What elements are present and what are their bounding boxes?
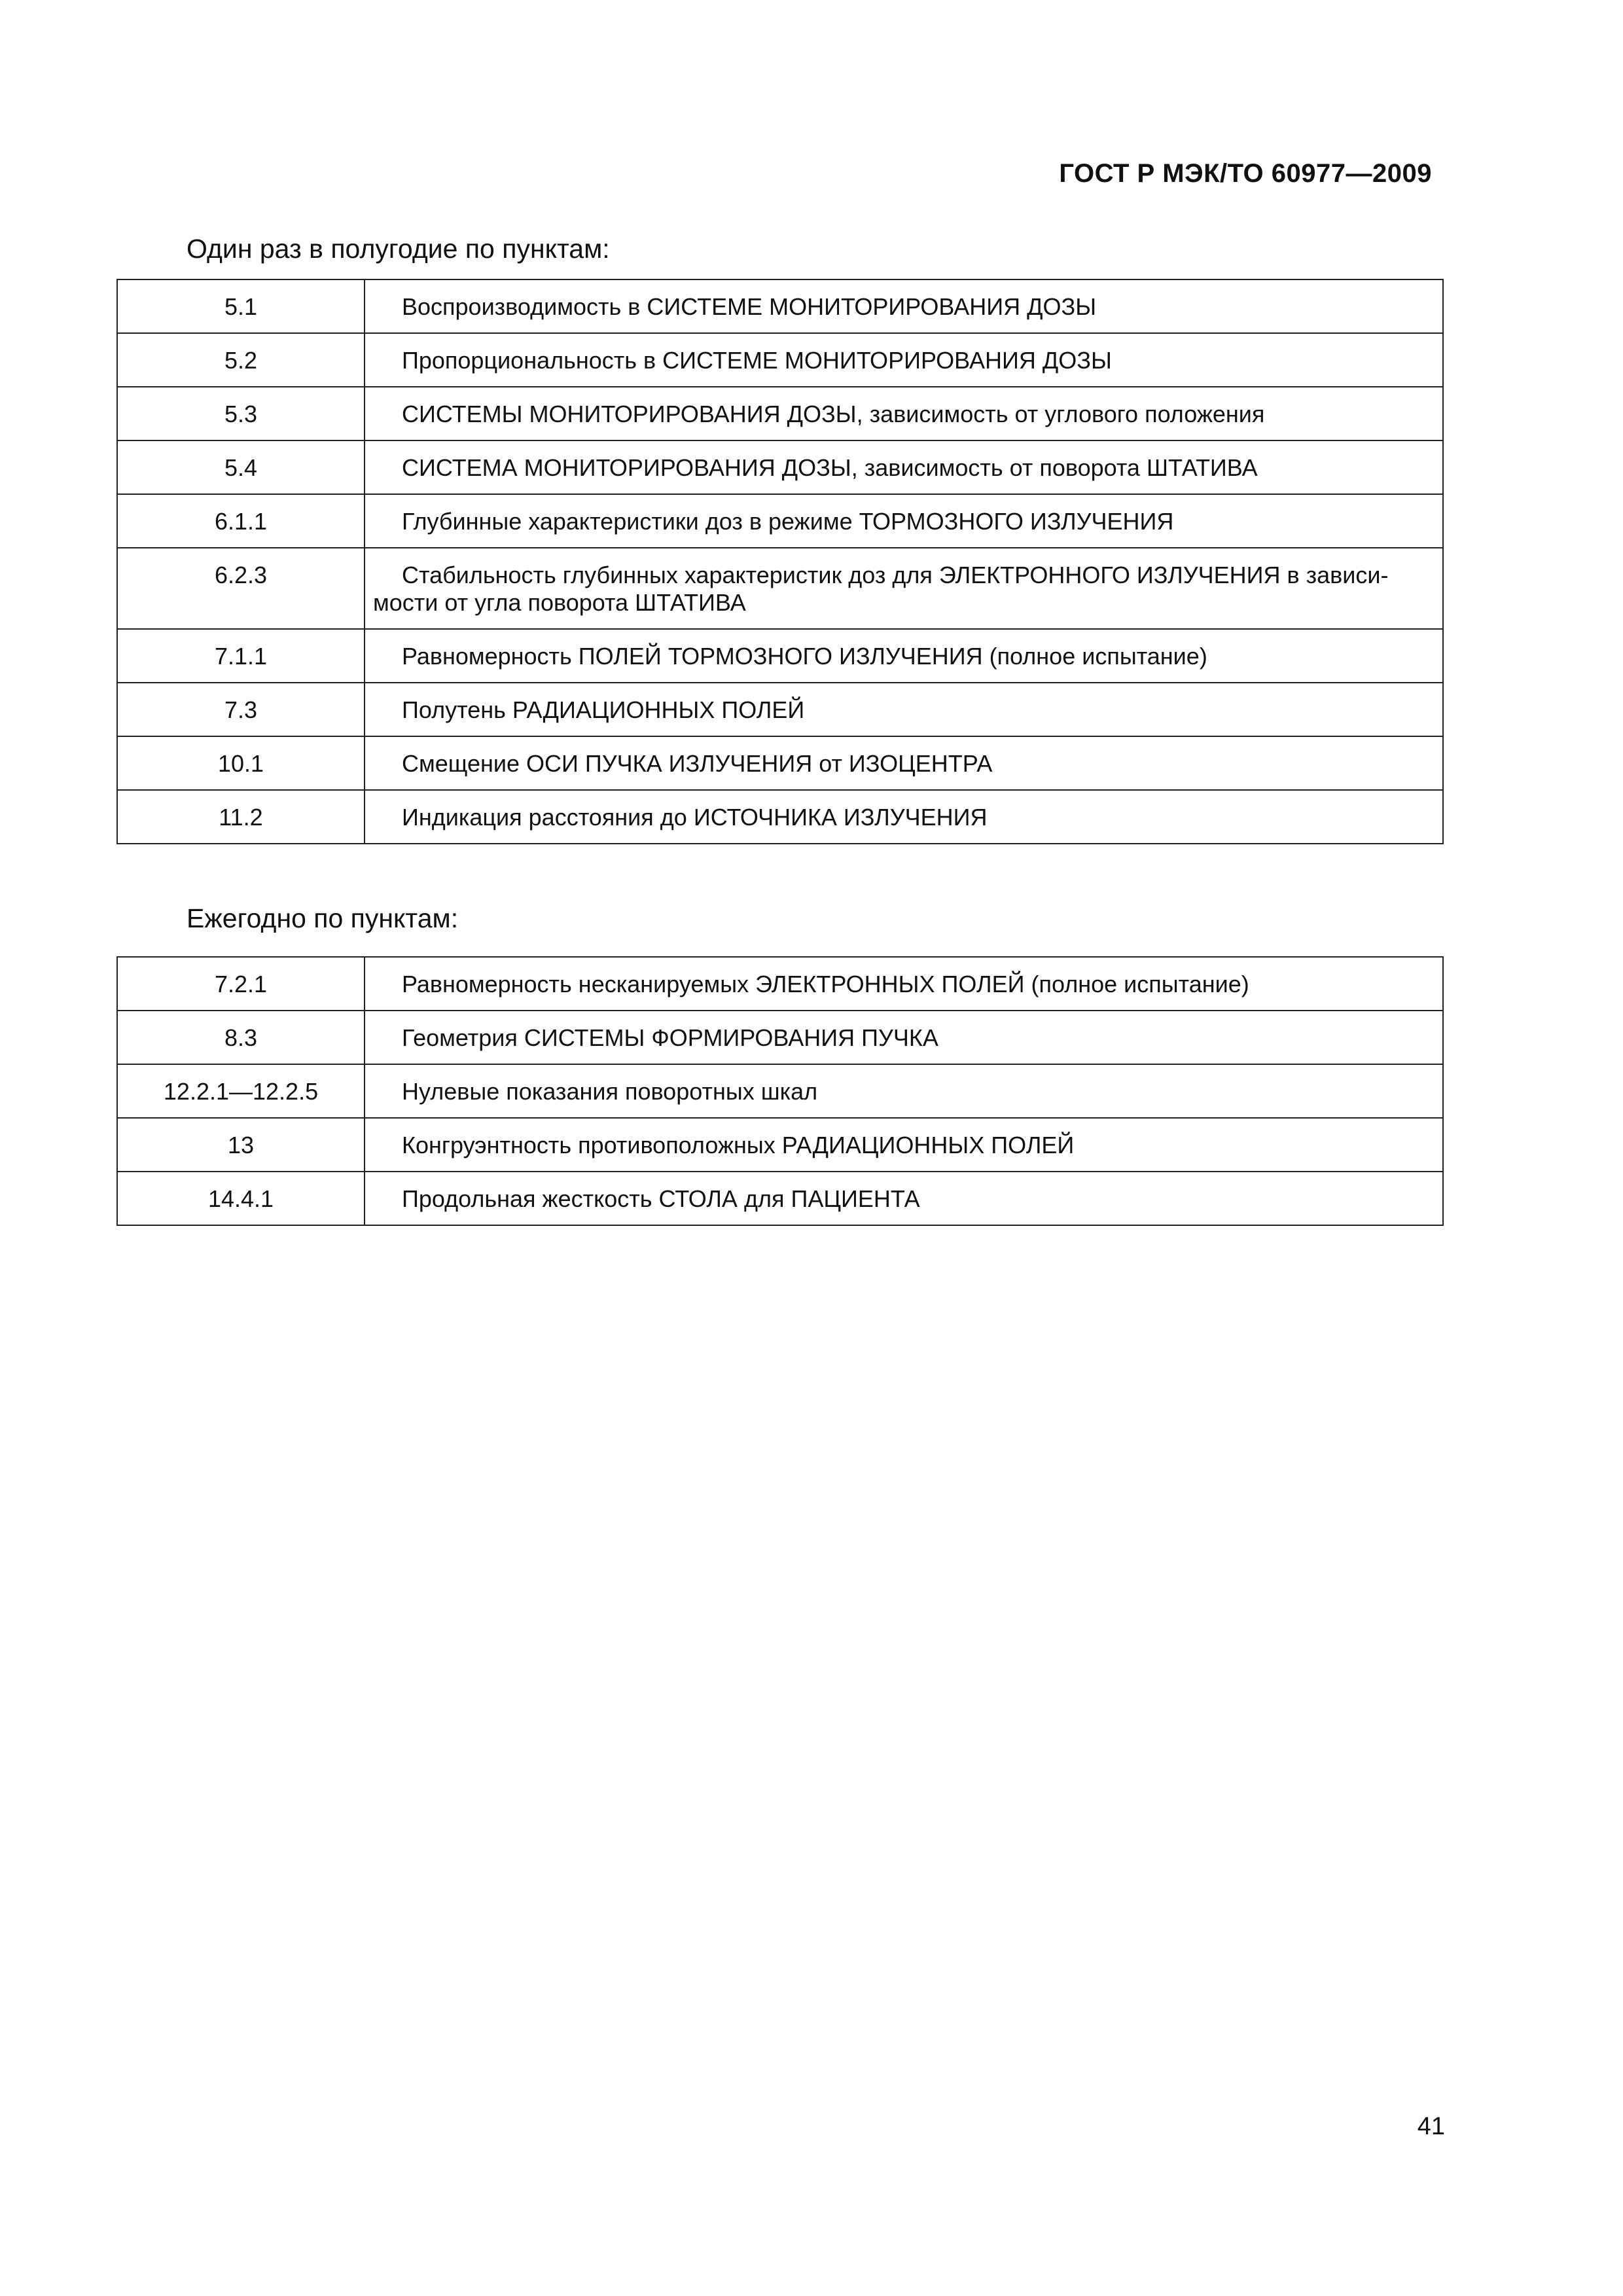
table-row bbox=[117, 279, 1443, 333]
clause-number: 11.2 bbox=[117, 790, 365, 844]
clause-description: Равномерность несканируемых ЭЛЕКТРОННЫХ ПОЛЕЙ (полное испытание) bbox=[402, 971, 1249, 997]
clause-number: 5.1 bbox=[117, 279, 365, 333]
clause-number: 10.1 bbox=[117, 736, 365, 790]
table-row bbox=[117, 548, 1443, 629]
table-row bbox=[117, 736, 1443, 790]
page-header: ГОСТ Р МЭК/ТО 60977—2009 bbox=[1059, 159, 1432, 188]
clause-description: СИСТЕМА МОНИТОРИРОВАНИЯ ДОЗЫ, зависимость от поворота ШТАТИВА bbox=[402, 454, 1258, 481]
table-row bbox=[117, 440, 1443, 494]
clause-description: Пропорциональность в СИСТЕМЕ МОНИТОРИРОВАНИЯ ДОЗЫ bbox=[402, 347, 1112, 374]
table-row bbox=[117, 1011, 1443, 1064]
clause-number: 13 bbox=[117, 1118, 365, 1172]
clause-description: Стабильность глубинных характеристик доз для ЭЛЕКТРОННОГО ИЗЛУЧЕНИЯ в зависи-мости от угла поворота ШТАТИВА bbox=[373, 562, 1389, 616]
clause-number: 5.4 bbox=[117, 440, 365, 494]
clause-number: 7.1.1 bbox=[117, 629, 365, 683]
table-row bbox=[117, 1172, 1443, 1225]
clause-number: 5.3 bbox=[117, 387, 365, 440]
table-row bbox=[117, 1118, 1443, 1172]
clause-description: Нулевые показания поворотных шкал bbox=[402, 1078, 818, 1105]
clause-number: 6.2.3 bbox=[117, 548, 365, 629]
clause-number: 12.2.1—12.2.5 bbox=[117, 1064, 365, 1118]
clause-description: Равномерность ПОЛЕЙ ТОРМОЗНОГО ИЗЛУЧЕНИЯ (полное испытание) bbox=[402, 643, 1207, 670]
section-heading-annual: Ежегодно по пунктам: bbox=[187, 903, 459, 933]
clause-number: 7.2.1 bbox=[117, 957, 365, 1011]
clause-number: 8.3 bbox=[117, 1011, 365, 1064]
clause-description: Индикация расстояния до ИСТОЧНИКА ИЗЛУЧЕНИЯ bbox=[402, 804, 988, 831]
semiannual-items-table bbox=[116, 279, 1444, 844]
clause-description: Смещение ОСИ ПУЧКА ИЗЛУЧЕНИЯ от ИЗОЦЕНТРА bbox=[402, 750, 993, 777]
table-row bbox=[117, 333, 1443, 387]
section-heading-semiannual: Один раз в полугодие по пунктам: bbox=[187, 234, 610, 264]
table-row bbox=[117, 629, 1443, 683]
clause-description: Полутень РАДИАЦИОННЫХ ПОЛЕЙ bbox=[402, 696, 805, 723]
clause-number: 6.1.1 bbox=[117, 494, 365, 548]
clause-number: 14.4.1 bbox=[117, 1172, 365, 1225]
clause-description: Конгруэнтность противоположных РАДИАЦИОННЫХ ПОЛЕЙ bbox=[402, 1132, 1075, 1158]
clause-description: Воспроизводимость в СИСТЕМЕ МОНИТОРИРОВАНИЯ ДОЗЫ bbox=[402, 293, 1097, 320]
clause-number: 7.3 bbox=[117, 683, 365, 736]
table-row bbox=[117, 957, 1443, 1011]
table-row bbox=[117, 494, 1443, 548]
table-row bbox=[117, 387, 1443, 440]
table-row bbox=[117, 790, 1443, 844]
clause-description: Геометрия СИСТЕМЫ ФОРМИРОВАНИЯ ПУЧКА bbox=[402, 1024, 938, 1051]
table-row bbox=[117, 1064, 1443, 1118]
clause-description: Глубинные характеристики доз в режиме ТОРМОЗНОГО ИЗЛУЧЕНИЯ bbox=[402, 508, 1174, 535]
page-number: 41 bbox=[1417, 2113, 1445, 2140]
clause-number: 5.2 bbox=[117, 333, 365, 387]
clause-description: СИСТЕМЫ МОНИТОРИРОВАНИЯ ДОЗЫ, зависимость от углового положения bbox=[402, 401, 1265, 427]
annual-items-table bbox=[116, 956, 1444, 1226]
table-row bbox=[117, 683, 1443, 736]
clause-description: Продольная жесткость СТОЛА для ПАЦИЕНТА bbox=[402, 1185, 920, 1212]
